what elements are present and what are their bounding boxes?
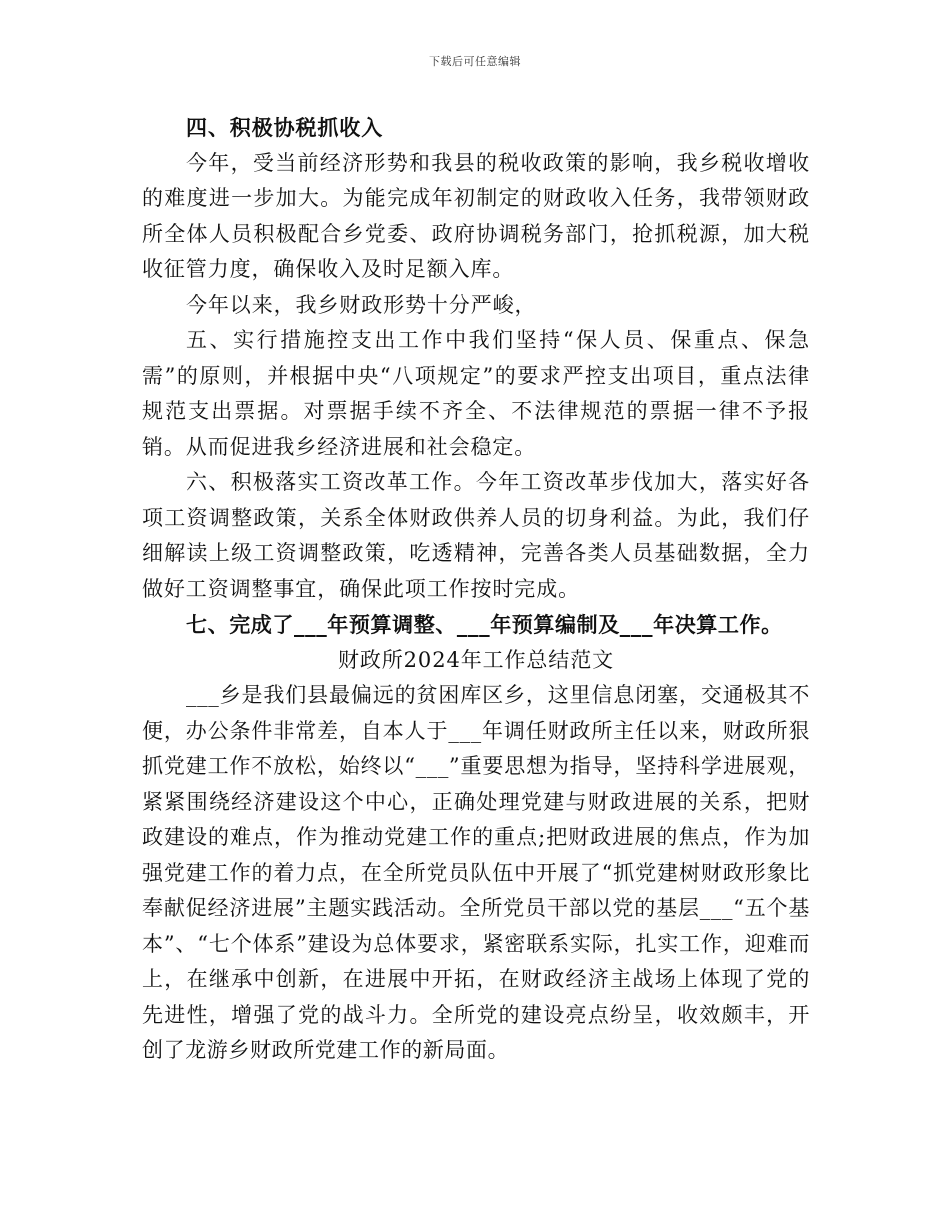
summary-paragraph: ___乡是我们县最偏远的贫困库区乡，这里信息闭塞，交通极其不便，办公条件非常差，自本人于___年调任财政所主任以来，财政所狠抓党建工作不放松，始终以“___”重要思想为指导，坚持科学进展观，紧紧围绕经济建设这个中心，正确处理党建与财政进展的关系，把财政建设的难点，作为推动党建工作的重点;把财政进展的焦点，作为加强党建工作的着力点，在全所党员队伍中开展了“抓党建树财政形象比奉献促经济进展”主题实践活动。全所党员干部以党的基层___“五个基本”、“七个体系”建设为总体要求，紧密联系实际，扎实工作，迎难而上，在继承中创新，在进展中开拓，在财政经济主战场上体现了党的先进性，增强了党的战斗力。全所党的建设亮点纷呈，收效颇丰，开创了龙游乡财政所党建工作的新局面。: [142, 683, 810, 1062]
section4-heading: 四、积极协税抓收入: [186, 115, 384, 140]
page-header-watermark: 下载后可任意编辑: [429, 55, 521, 68]
section5-paragraph: 五、实行措施控支出工作中我们坚持“保人员、保重点、保急需”的原则，并根据中央“八项规定”的要求严控支出项目，重点法律规范支出票据。对票据手续不齐全、不法律规范的票据一律不予报销。从而促进我乡经济进展和社会稳定。: [142, 328, 810, 459]
section6-paragraph: 六、积极落实工资改革工作。今年工资改革步伐加大，落实好各项工资调整政策，关系全体财政供养人员的切身利益。为此，我们仔细解读上级工资调整政策，吃透精神，完善各类人员基础数据，全力做好工资调整事宜，确保此项工作按时完成。: [142, 470, 810, 601]
section4-paragraph-1: 今年，受当前经济形势和我县的税收政策的影响，我乡税收增收的难度进一步加大。为能完成年初制定的财政收入任务，我带领财政所全体人员积极配合乡党委、政府协调税务部门，抢抓税源，加大税收征管力度，确保收入及时足额入库。: [142, 150, 810, 281]
document-title: 财政所2024年工作总结范文: [337, 647, 615, 672]
document-body: [142, 110, 810, 1069]
section7-heading: 七、完成了___年预算调整、___年预算编制及___年决算工作。: [186, 612, 783, 637]
section4-paragraph-2: 今年以来，我乡财政形势十分严峻，: [186, 292, 537, 317]
